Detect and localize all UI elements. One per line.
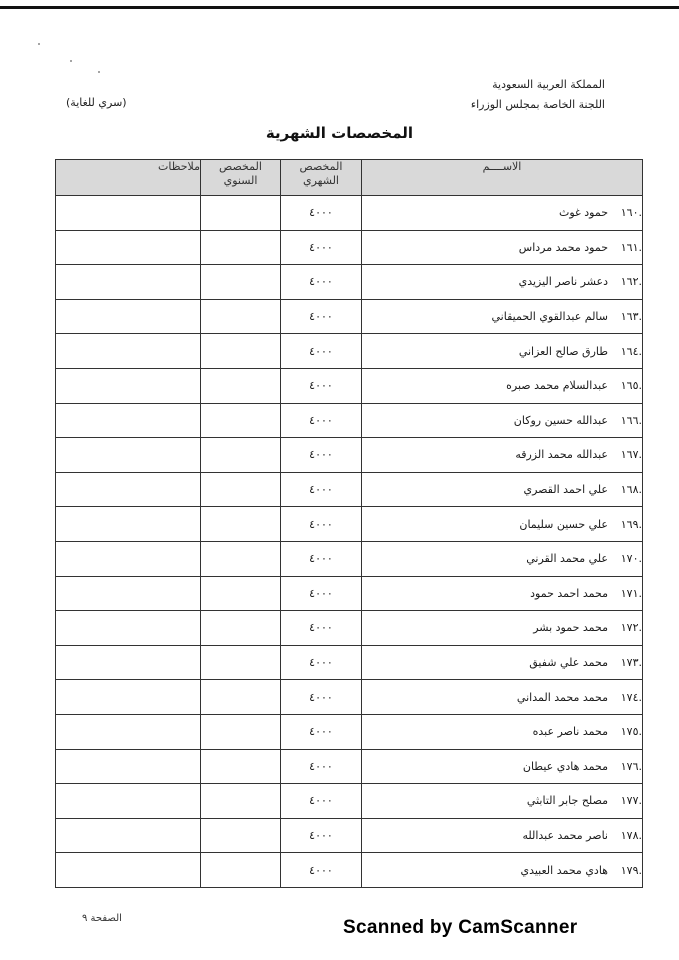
name-cell (362, 507, 643, 542)
allowances-table (55, 159, 643, 888)
table-row (56, 299, 643, 334)
monthly-allowance-cell: ٤٠٠٠ (281, 265, 362, 300)
name-cell (362, 403, 643, 438)
annual-allowance-cell (201, 576, 281, 611)
person-name: سالم عبدالقوي الحميقاني (491, 310, 608, 324)
notes-cell (56, 680, 201, 715)
annual-header-line1: المخصص (219, 160, 262, 173)
name-cell (362, 611, 643, 646)
person-name: محمد محمد المداني (516, 690, 608, 704)
annual-allowance-cell (201, 853, 281, 888)
person-name: عبدالسلام محمد صبره (506, 379, 608, 393)
scan-speck (38, 43, 40, 45)
row-number: .١٦٣ (620, 310, 642, 324)
table-row (56, 714, 643, 749)
name-cell (362, 334, 643, 369)
table-row (56, 645, 643, 680)
person-name: حمود محمد مرداس (518, 240, 608, 254)
name-cell (362, 438, 643, 473)
name-cell (362, 576, 643, 611)
row-number: .١٧٥ (620, 725, 642, 739)
monthly-allowance-cell: ٤٠٠٠ (281, 472, 362, 507)
annual-allowance-cell (201, 784, 281, 819)
table-header-row (56, 160, 643, 196)
table-row (56, 265, 643, 300)
monthly-allowance-cell: ٤٠٠٠ (281, 299, 362, 334)
monthly-allowance-cell: ٤٠٠٠ (281, 680, 362, 715)
person-name: حمود غوث (558, 206, 608, 220)
name-cell (362, 541, 643, 576)
monthly-header-line1: المخصص (299, 160, 343, 173)
monthly-allowance-cell: ٤٠٠٠ (281, 196, 362, 231)
notes-cell (56, 576, 201, 611)
monthly-allowance-cell: ٤٠٠٠ (281, 749, 362, 784)
annual-allowance-cell (201, 818, 281, 853)
monthly-allowance-cell: ٤٠٠٠ (281, 438, 362, 473)
row-number: .١٦٧ (620, 448, 642, 462)
row-number: .١٦١ (620, 240, 642, 254)
name-cell (362, 680, 643, 715)
kingdom-heading: المملكة العربية السعودية (492, 78, 605, 91)
monthly-header-line2: الشهري (303, 174, 339, 187)
person-name: محمد ناصر عبده (532, 725, 608, 739)
annual-allowance-cell (201, 403, 281, 438)
person-name: محمد هادي عيطان (522, 759, 608, 773)
name-cell (362, 749, 643, 784)
name-cell (362, 196, 643, 231)
annual-allowance-cell (201, 714, 281, 749)
notes-cell (56, 472, 201, 507)
table-row (56, 541, 643, 576)
page-number: الصفحة ٩ (82, 913, 122, 924)
annual-allowance-cell (201, 507, 281, 542)
monthly-allowance-cell: ٤٠٠٠ (281, 507, 362, 542)
row-number: .١٧٠ (620, 552, 642, 566)
person-name: مصلح جابر التابثي (526, 794, 608, 808)
name-cell (362, 818, 643, 853)
monthly-allowance-cell: ٤٠٠٠ (281, 853, 362, 888)
notes-cell (56, 299, 201, 334)
table-row (56, 680, 643, 715)
table-row (56, 334, 643, 369)
annual-allowance-cell (201, 299, 281, 334)
table-row (56, 749, 643, 784)
table-row (56, 196, 643, 231)
row-number: .١٧٦ (620, 759, 642, 773)
notes-cell (56, 368, 201, 403)
table-row (56, 784, 643, 819)
notes-cell (56, 784, 201, 819)
person-name: دعشر ناصر اليزيدي (518, 275, 608, 289)
table-row (56, 507, 643, 542)
notes-cell (56, 749, 201, 784)
notes-cell (56, 507, 201, 542)
notes-cell (56, 334, 201, 369)
annual-allowance-cell (201, 680, 281, 715)
name-cell (362, 299, 643, 334)
monthly-allowance-cell: ٤٠٠٠ (281, 784, 362, 819)
monthly-allowance-cell: ٤٠٠٠ (281, 230, 362, 265)
name-cell (362, 230, 643, 265)
annual-allowance-cell (201, 438, 281, 473)
notes-cell (56, 403, 201, 438)
name-cell (362, 472, 643, 507)
annual-allowance-cell (201, 334, 281, 369)
annual-allowance-column-header (201, 160, 281, 196)
annual-allowance-cell (201, 265, 281, 300)
notes-cell (56, 265, 201, 300)
classification-label: (سري للغاية) (66, 96, 127, 109)
person-name: علي حسين سليمان (519, 517, 608, 531)
monthly-allowance-cell: ٤٠٠٠ (281, 334, 362, 369)
table-row (56, 818, 643, 853)
row-number: .١٧١ (620, 586, 642, 600)
committee-heading: اللجنة الخاصة بمجلس الوزراء (470, 98, 605, 111)
row-number: .١٦٦ (620, 413, 642, 427)
name-column-header: الاســــم (362, 160, 643, 196)
monthly-allowance-cell: ٤٠٠٠ (281, 368, 362, 403)
person-name: محمد حمود بشر (533, 621, 608, 635)
row-number: .١٧٨ (620, 828, 642, 842)
person-name: عبدالله محمد الزرقه (515, 448, 608, 462)
annual-allowance-cell (201, 749, 281, 784)
name-cell (362, 714, 643, 749)
row-number: .١٦٩ (620, 517, 642, 531)
row-number: .١٦٤ (620, 344, 642, 358)
table-row (56, 368, 643, 403)
document-title: المخصصات الشهرية (265, 124, 414, 142)
notes-cell (56, 714, 201, 749)
scan-speck (70, 60, 72, 62)
annual-header-line2: السنوي (223, 174, 258, 187)
top-border-rule (0, 6, 679, 9)
row-number: .١٦٥ (620, 379, 642, 393)
row-number: .١٧٤ (620, 690, 642, 704)
notes-cell (56, 541, 201, 576)
annual-allowance-cell (201, 472, 281, 507)
row-number: .١٧٧ (620, 794, 642, 808)
annual-allowance-cell (201, 230, 281, 265)
notes-cell (56, 196, 201, 231)
row-number: .١٦٢ (620, 275, 642, 289)
person-name: هادي محمد العبيدي (520, 863, 608, 877)
table-row (56, 576, 643, 611)
person-name: ناصر محمد عبدالله (522, 828, 608, 842)
notes-cell (56, 818, 201, 853)
monthly-allowance-cell: ٤٠٠٠ (281, 403, 362, 438)
table-row (56, 853, 643, 888)
person-name: علي احمد القصري (523, 483, 608, 497)
person-name: علي محمد القرني (526, 552, 608, 566)
row-number: .١٧٩ (620, 863, 642, 877)
table-row (56, 611, 643, 646)
row-number: .١٦٨ (620, 483, 642, 497)
table-row (56, 230, 643, 265)
notes-cell (56, 853, 201, 888)
annual-allowance-cell (201, 645, 281, 680)
notes-cell (56, 438, 201, 473)
person-name: محمد علي شفيق (529, 656, 608, 670)
annual-allowance-cell (201, 611, 281, 646)
notes-cell (56, 645, 201, 680)
table-row (56, 403, 643, 438)
person-name: عبدالله حسين روكان (513, 413, 608, 427)
camscanner-watermark: Scanned by CamScanner (343, 917, 578, 938)
monthly-allowance-cell: ٤٠٠٠ (281, 611, 362, 646)
name-cell (362, 368, 643, 403)
name-cell (362, 265, 643, 300)
monthly-allowance-cell: ٤٠٠٠ (281, 541, 362, 576)
table-row (56, 438, 643, 473)
row-number: .١٧٢ (620, 621, 642, 635)
annual-allowance-cell (201, 541, 281, 576)
annual-allowance-cell (201, 196, 281, 231)
annual-allowance-cell (201, 368, 281, 403)
monthly-allowance-cell: ٤٠٠٠ (281, 576, 362, 611)
notes-cell (56, 230, 201, 265)
row-number: .١٧٣ (620, 656, 642, 670)
name-cell (362, 784, 643, 819)
table-row (56, 472, 643, 507)
monthly-allowance-cell: ٤٠٠٠ (281, 818, 362, 853)
monthly-allowance-cell: ٤٠٠٠ (281, 645, 362, 680)
name-cell (362, 853, 643, 888)
person-name: محمد احمد حمود (530, 586, 608, 600)
scan-speck (98, 71, 100, 73)
notes-cell (56, 611, 201, 646)
monthly-allowance-cell: ٤٠٠٠ (281, 714, 362, 749)
person-name: طارق صالح العزاني (518, 344, 608, 358)
notes-column-header: ملاحظات (56, 160, 201, 196)
monthly-allowance-column-header (281, 160, 362, 196)
name-cell (362, 645, 643, 680)
row-number: .١٦٠ (620, 206, 642, 220)
